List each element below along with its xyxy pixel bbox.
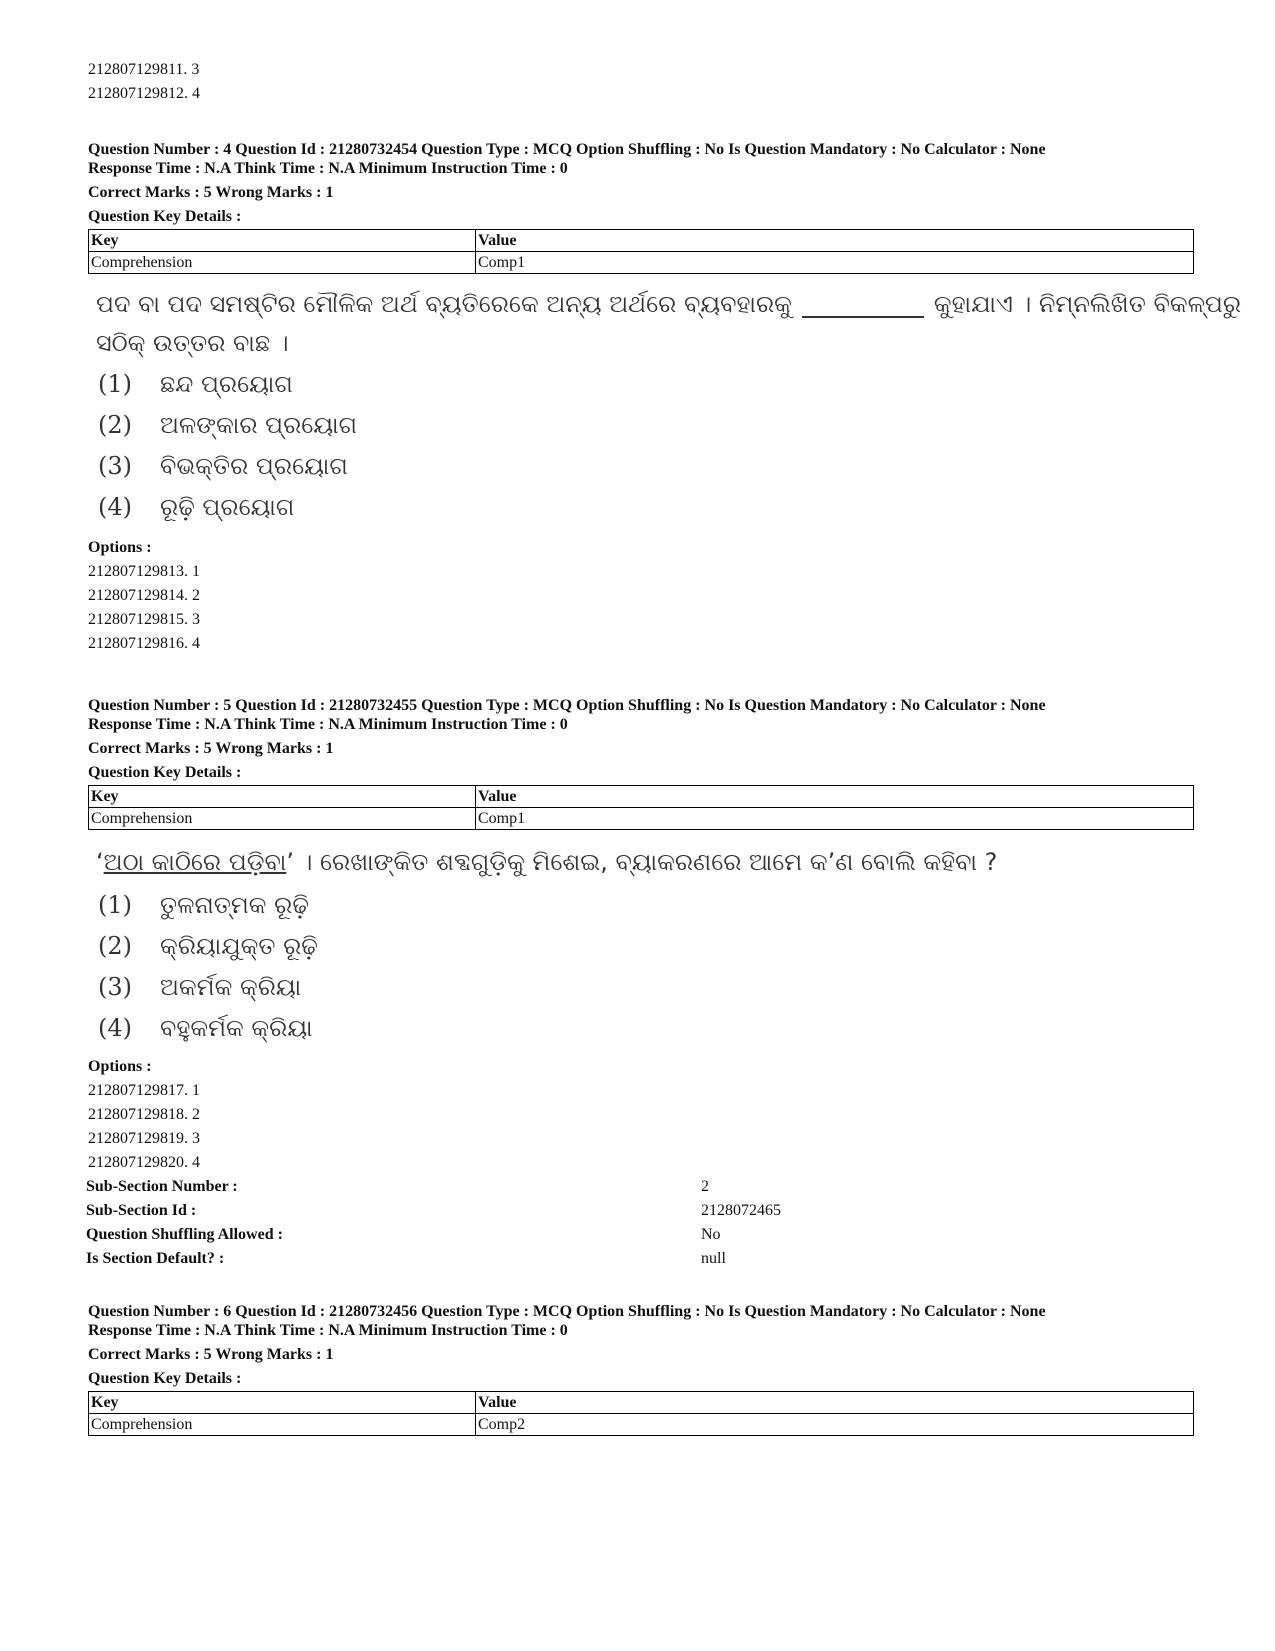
question-header-timing: Response Time : N.A Think Time : N.A Minimum Instruction Time : 0	[88, 160, 568, 177]
option-line: 212807129819. 3	[88, 1130, 200, 1147]
value-cell: Comp1	[476, 808, 1194, 830]
choice-row	[98, 891, 309, 920]
options-label: Options :	[88, 539, 152, 556]
choice-number: (3)	[98, 452, 132, 480]
choice-text: ରୂଢ଼ି ପ୍ରୟୋଗ	[160, 493, 295, 521]
choice-number: (4)	[98, 493, 132, 521]
value-cell: Comp2	[476, 1414, 1194, 1436]
question-header-timing: Response Time : N.A Think Time : N.A Minimum Instruction Time : 0	[88, 1322, 568, 1339]
question-text	[96, 290, 1241, 318]
key-details-table	[88, 785, 1194, 830]
choice-text: ଅଳଙ୍କାର ପ୍ରୟୋଗ	[160, 411, 358, 439]
choice-row	[98, 1014, 313, 1043]
marks-line: Correct Marks : 5 Wrong Marks : 1	[88, 740, 334, 757]
marks-line: Correct Marks : 5 Wrong Marks : 1	[88, 184, 334, 201]
key-cell: Comprehension	[89, 808, 476, 830]
question-header: Question Number : 6 Question Id : 21280732456 Question Type : MCQ Option Shuffling : No Is Question Mandatory : No Calculator : None	[88, 1303, 1046, 1320]
key-details-table	[88, 229, 1194, 274]
choice-text: ବହୁକର୍ମକ କ୍ରିୟା	[160, 1014, 313, 1042]
choice-row	[98, 370, 293, 399]
underlined-phrase: ଅଠା କାଠିରେ ପଡ଼ିବା	[103, 848, 287, 876]
subsection-value: 2	[701, 1178, 709, 1195]
subsection-value: No	[701, 1226, 721, 1243]
marks-line: Correct Marks : 5 Wrong Marks : 1	[88, 1346, 334, 1363]
value-header: Value	[476, 1392, 1194, 1414]
question-text-part: ’ । ରେଖାଙ୍କିତ ଶବ୍ଦଗୁଡ଼ିକୁ ମିଶେଇ, ବ୍ୟାକରଣରେ ଆମେ କ’ଣ ବୋଲି କହିବା ?	[286, 848, 998, 876]
option-line: 212807129814. 2	[88, 587, 200, 604]
subsection-value: 2128072465	[701, 1202, 781, 1219]
key-header: Key	[89, 1392, 476, 1414]
value-header: Value	[476, 786, 1194, 808]
quote-mark: ‘	[96, 848, 104, 876]
option-line: 212807129820. 4	[88, 1154, 200, 1171]
option-line: 212807129811. 3	[88, 61, 200, 78]
option-line: 212807129813. 1	[88, 563, 200, 580]
subsection-label: Question Shuffling Allowed :	[86, 1226, 283, 1243]
key-cell: Comprehension	[89, 252, 476, 274]
value-header: Value	[476, 230, 1194, 252]
question-text	[96, 848, 997, 876]
choice-number: (2)	[98, 932, 132, 960]
key-details-table	[88, 1391, 1194, 1436]
choice-text: ତୁଳନାତ୍ମକ ରୂଢ଼ି	[160, 891, 309, 919]
question-header: Question Number : 4 Question Id : 21280732454 Question Type : MCQ Option Shuffling : No Is Question Mandatory : No Calculator : None	[88, 141, 1046, 158]
choice-number: (1)	[98, 370, 132, 398]
key-details-label: Question Key Details :	[88, 1370, 242, 1387]
option-line: 212807129817. 1	[88, 1082, 200, 1099]
subsection-label: Sub-Section Id :	[86, 1202, 197, 1219]
key-header: Key	[89, 230, 476, 252]
choice-number: (4)	[98, 1014, 132, 1042]
key-details-label: Question Key Details :	[88, 764, 242, 781]
choice-row	[98, 932, 318, 961]
subsection-label: Is Section Default? :	[86, 1250, 225, 1267]
question-header-timing: Response Time : N.A Think Time : N.A Minimum Instruction Time : 0	[88, 716, 568, 733]
option-line: 212807129818. 2	[88, 1106, 200, 1123]
options-label: Options :	[88, 1058, 152, 1075]
value-cell: Comp1	[476, 252, 1194, 274]
option-line: 212807129816. 4	[88, 635, 200, 652]
option-line: 212807129815. 3	[88, 611, 200, 628]
option-line: 212807129812. 4	[88, 85, 200, 102]
key-cell: Comprehension	[89, 1414, 476, 1436]
choice-number: (1)	[98, 891, 132, 919]
choice-number: (3)	[98, 973, 132, 1001]
question-text-part: ପଦ ବା ପଦ ସମଷ୍ଟିର ମୌଳିକ ଅର୍ଥ ବ୍ୟତିରେକେ ଅନ୍ୟ ଅର୍ଥରେ ବ୍ୟବହାରକୁ	[96, 290, 792, 318]
choice-row	[98, 973, 301, 1002]
key-details-label: Question Key Details :	[88, 208, 242, 225]
choice-text: ବିଭକ୍ତିର ପ୍ରୟୋଗ	[160, 452, 348, 480]
choice-text: କ୍ରିୟାଯୁକ୍ତ ରୂଢ଼ି	[160, 932, 318, 960]
fill-blank	[802, 294, 924, 318]
choice-row	[98, 452, 348, 481]
choice-text: ଛନ୍ଦ ପ୍ରୟୋଗ	[160, 370, 293, 398]
key-header: Key	[89, 786, 476, 808]
question-header: Question Number : 5 Question Id : 21280732455 Question Type : MCQ Option Shuffling : No Is Question Mandatory : No Calculator : None	[88, 697, 1046, 714]
choice-row	[98, 411, 357, 440]
choice-text: ଅକର୍ମକ କ୍ରିୟା	[160, 973, 302, 1001]
subsection-label: Sub-Section Number :	[86, 1178, 238, 1195]
choice-number: (2)	[98, 411, 132, 439]
subsection-value: null	[701, 1250, 726, 1267]
question-text-line2: ସଠିକ୍ ଉତ୍ତର ବାଛ ।	[96, 329, 289, 357]
choice-row	[98, 493, 294, 522]
question-text-part: କୁହାଯାଏ । ନିମ୍ନଲିଖିତ ବିକଳ୍ପରୁ	[933, 290, 1242, 318]
